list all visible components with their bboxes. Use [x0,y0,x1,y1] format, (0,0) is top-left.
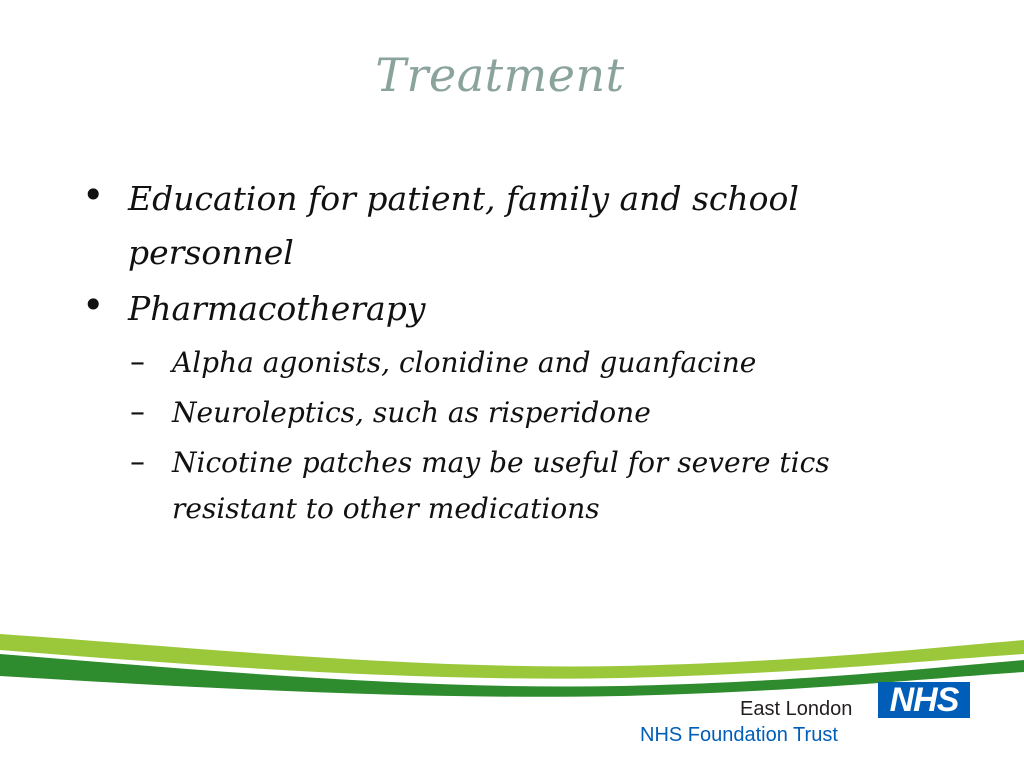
slide-title: Treatment [375,48,625,102]
sub-bullet-text: Nicotine patches may be useful for severe tics resistant to other medications [172,446,830,525]
bullet-item [80,172,828,280]
org-name-line1: East London [740,698,853,720]
dash-icon: – [130,445,145,480]
nhs-logo-icon: NHS [878,682,970,718]
org-name-line2: NHS Foundation Trust [640,724,838,746]
sub-bullet-item [80,440,872,532]
bullet-icon: • [82,283,105,327]
sub-bullet-text: Alpha agonists, clonidine and guanfacine [172,346,757,379]
sub-bullet-text: Neuroleptics, such as risperidone [172,396,651,429]
bullet-list [80,172,980,532]
bullet-item [80,282,828,336]
bullet-text: Pharmacotherapy [128,289,426,328]
nhs-trust-logo [640,681,990,752]
dash-icon: – [130,345,145,380]
dash-icon: – [130,395,145,430]
sub-bullet-item [80,340,872,386]
bullet-text: Education for patient, family and school personnel [128,179,799,272]
bullet-icon: • [82,173,105,217]
sub-bullet-item [80,390,872,436]
